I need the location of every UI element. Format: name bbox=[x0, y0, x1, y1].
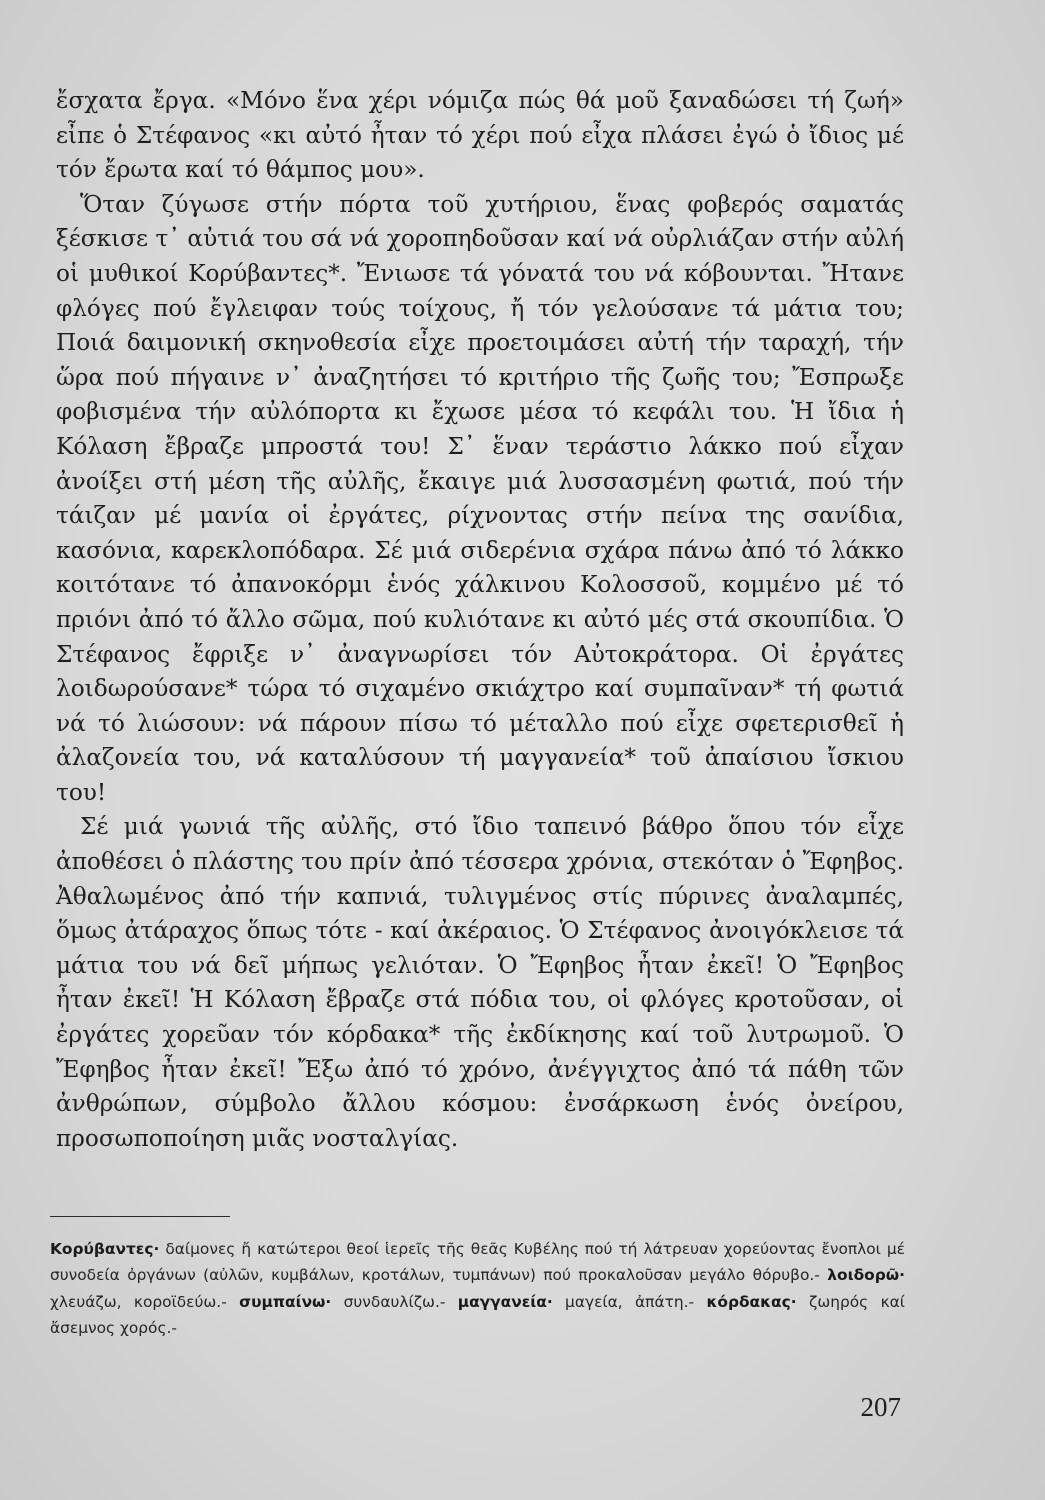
footnote-def-manganeia: μαγεία, ἀπάτη.- bbox=[552, 1292, 707, 1311]
footnote-term-manganeia: μαγγανεία· bbox=[457, 1292, 553, 1311]
paragraph-2: Ὅταν ζύγωσε στήν πόρτα τοῦ χυτήριου, ἕνας φοβερός σαματάς ξέσκισε τ᾽ αὐτιά του σά νά χοροπηδοῦσαν καί νά οὐρλιάζαν στήν αὐλή οἱ μυθικοί Κορύβαντες*. Ἔνιωσε τά γόνατά του νά κόβουνται. Ἤτανε φλόγες πού ἔγλειφαν τούς τοίχους, ἤ τόν γελούσανε τά μάτια του; Ποιά δαιμονική σκηνοθεσία εἶχε προετοιμάσει αὐτή τήν ταραχή, τήν ὥρα πού πήγαινε ν᾽ ἀναζητήσει τό κριτήριο τῆς ζωῆς του; Ἔσπρωξε φοβισμένα τήν αὐλόπορτα κι ἔχωσε μέσα τό κεφάλι του. Ἡ ἴδια ἡ Κόλαση ἔβραζε μπροστά του! Σ᾽ ἕναν τεράστιο λάκκο πού εἶχαν ἀνοίξει στή μέση τῆς αὐλῆς, ἔκαιγε μιά λυσσασμένη φωτιά, πού τήν τάιζαν μέ μανία οἱ ἐργάτες, ρίχνοντας στήν πείνα της σανίδια, κασόνια, καρεκλοπόδαρα. Σέ μιά σιδερένια σχάρα πάνω ἀπό τό λάκκο κοιτότανε τό ἀπανοκόρμι ἑνός χάλκινου Κολοσσοῦ, κομμένο μέ τό πριόνι ἀπό τό ἄλλο σῶμα, πού κυλιότανε κι αὐτό μές στά σκουπίδια. Ὁ Στέφανος ἔφριξε ν᾽ ἀναγνωρίσει τόν Αὐτοκράτορα. Οἱ ἐργάτες λοιδωρούσανε* τώρα τό σιχαμένο σκιάχτρο καί συμπαῖναν* τή φωτιά νά τό λιώσουν: νά πάρουν πίσω τό μέταλλο πού εἶχε σφετερισθεῖ ἡ ἀλαζονεία του, νά καταλύσουν τή μαγγανεία* τοῦ ἀπαίσιου ἴσκιου του! bbox=[56, 190, 904, 806]
page-number: 207 bbox=[860, 1392, 901, 1422]
footnote-divider bbox=[50, 1216, 230, 1217]
footnote-def-loidoro: χλευάζω, κοροϊδεύω.- bbox=[50, 1292, 240, 1311]
paragraph-1: ἔσχατα ἔργα. «Μόνο ἕνα χέρι νόμιζα πώς θά μοῦ ξαναδώσει τή ζωή» εἶπε ὁ Στέφανος «κι αὐτό ἦταν τό χέρι πού εἶχα πλάσει ἐγώ ὁ ἴδιος μέ τόν ἔρωτα καί τό θάμπος μου». bbox=[56, 87, 904, 184]
footnote-term-loidoro: λοιδορῶ· bbox=[827, 1266, 905, 1285]
footnote-term-kordakas: κόρδακας· bbox=[706, 1292, 797, 1311]
footnote-term-sympaino: συμπαίνω· bbox=[239, 1292, 332, 1311]
footnotes bbox=[50, 1236, 905, 1342]
footnote-def-korybantes: δαίμονες ἤ κατώτεροι θεοί ἱερεῖς τῆς θεᾶς Κυβέλης πού τή λάτρευαν χορεύοντας ἔνοπλοι μέ συνοδεία ὀργάνων (αὐλῶν, κυμβάλων, κροτάλων, τυμπάνων) πού προκαλοῦσαν μεγάλο θόρυβο.- bbox=[50, 1240, 905, 1285]
footnote-term-korybantes: Κορύβαντες· bbox=[50, 1240, 160, 1258]
footnote-def-sympaino: συνδαυλίζω.- bbox=[331, 1292, 458, 1311]
footnote-def-kordakas: ζωηρός καί ἄσεμνος χορός.- bbox=[50, 1292, 905, 1338]
main-text bbox=[56, 84, 904, 1156]
paragraph-3: Σέ μιά γωνιά τῆς αὐλῆς, στό ἴδιο ταπεινό βάθρο ὅπου τόν εἶχε ἀποθέσει ὁ πλάστης του πρίν ἀπό τέσσερα χρόνια, στεκόταν ὁ Ἔφηβος. Ἀθαλωμένος ἀπό τήν καπνιά, τυλιγμένος στίς πύρινες ἀναλαμπές, ὅμως ἀτάραχος ὅπως τότε - καί ἀκέραιος. Ὁ Στέφανος ἀνοιγόκλεισε τά μάτια του νά δεῖ μήπως γελιόταν. Ὁ Ἔφηβος ἦταν ἐκεῖ! Ὁ Ἔφηβος ἦταν ἐκεῖ! Ἡ Κόλαση ἔβραζε στά πόδια του, οἱ φλόγες κροτοῦσαν, οἱ ἐργάτες χορεῦαν τόν κόρδακα* τῆς ἐκδίκησης καί τοῦ λυτρωμοῦ. Ὁ Ἔφηβος ἦταν ἐκεῖ! Ἔξω ἀπό τό χρόνο, ἀνέγγιχτος ἀπό τά πάθη τῶν ἀνθρώπων, σύμβολο ἄλλου κόσμου: ἐνσάρκωση ἑνός ὀνείρου, προσωποποίηση μιᾶς νοσταλγίας. bbox=[56, 813, 904, 1152]
